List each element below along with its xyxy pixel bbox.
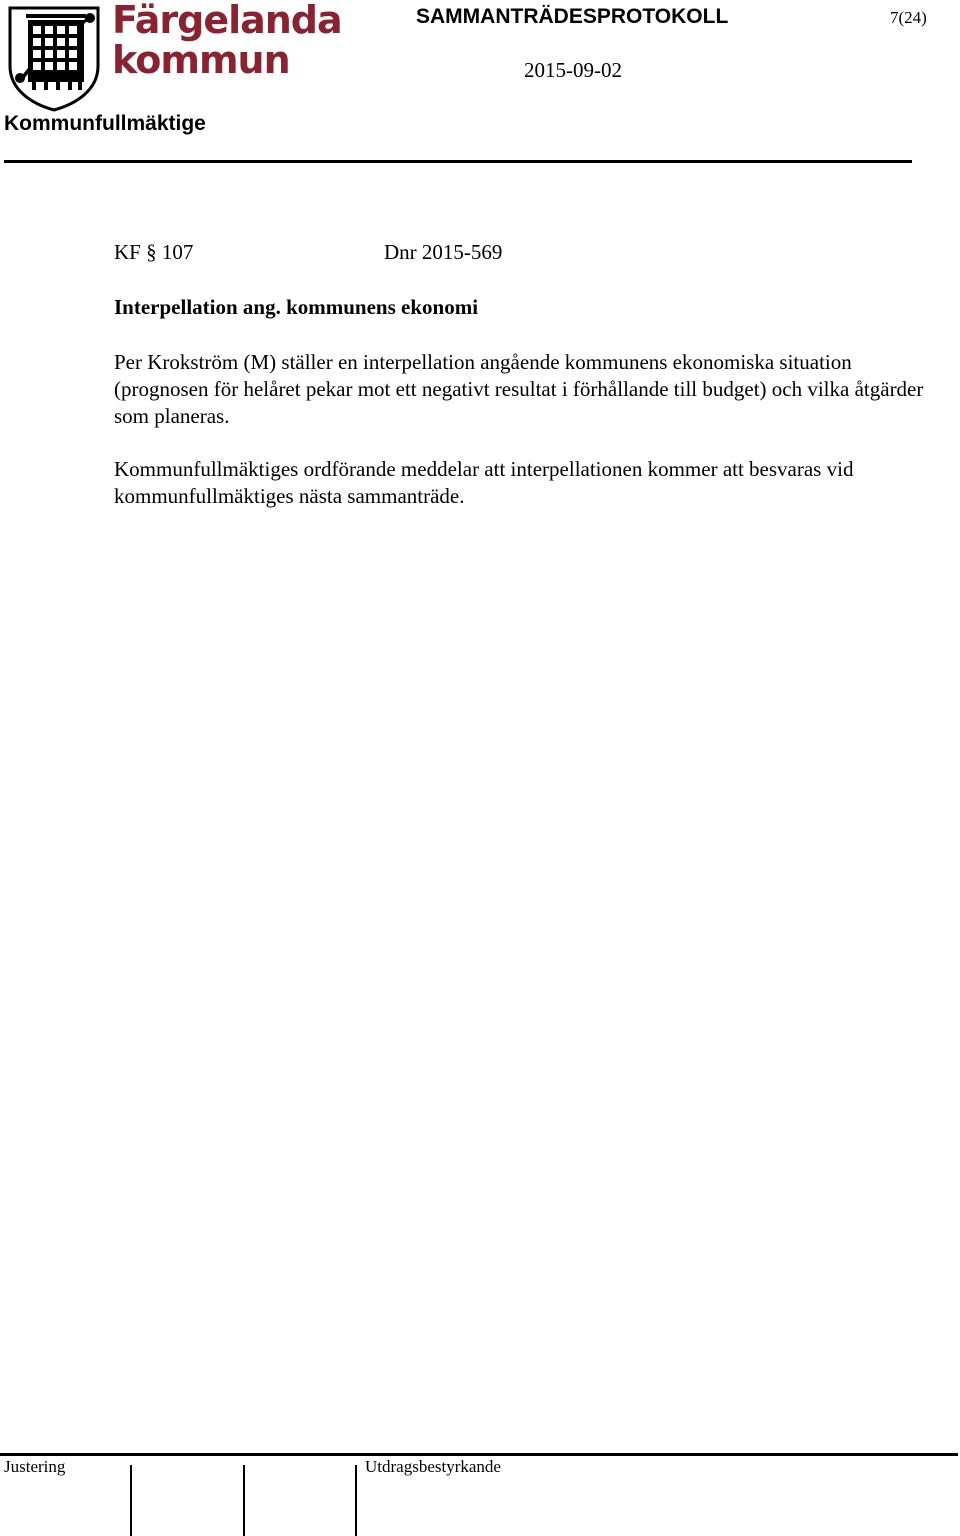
document-title: SAMMANTRÄDESPROTOKOLL: [416, 5, 729, 28]
signature-box-divider: [243, 1465, 245, 1536]
paragraph-interpellation: Per Krokström (M) ställer en interpellation angående kommunens ekonomiska situation (prognosen för helåret pekar mot ett negativt resultat i förhållande till budget) och vilka åtgärder som planeras.: [114, 350, 924, 428]
utdragsbestyrkande-label: Utdragsbestyrkande: [365, 1457, 501, 1476]
municipality-name: [112, 0, 342, 80]
signature-box-divider: [130, 1465, 132, 1536]
coat-of-arms-logo: [6, 4, 102, 112]
signature-box-divider: [355, 1465, 357, 1536]
registration-number: Dnr 2015-569: [384, 240, 503, 264]
header-divider: [4, 160, 912, 163]
page-number: 7(24): [890, 8, 927, 27]
footer-divider: [0, 1453, 958, 1456]
meeting-date: 2015-09-02: [524, 58, 622, 82]
paragraph-chair-announcement: Kommunfullmäktiges ordförande meddelar att interpellationen kommer att besvaras vid kommunfullmäktiges nästa sammanträde.: [114, 457, 854, 508]
item-heading: Interpellation ang. kommunens ekonomi: [114, 295, 479, 319]
item-number: KF § 107: [114, 240, 194, 264]
governing-body: Kommunfullmäktige: [4, 112, 206, 135]
justering-label: Justering: [4, 1457, 66, 1476]
municipality-name-line1: Färgelanda: [112, 0, 342, 42]
municipality-name-line2: kommun: [112, 38, 290, 82]
